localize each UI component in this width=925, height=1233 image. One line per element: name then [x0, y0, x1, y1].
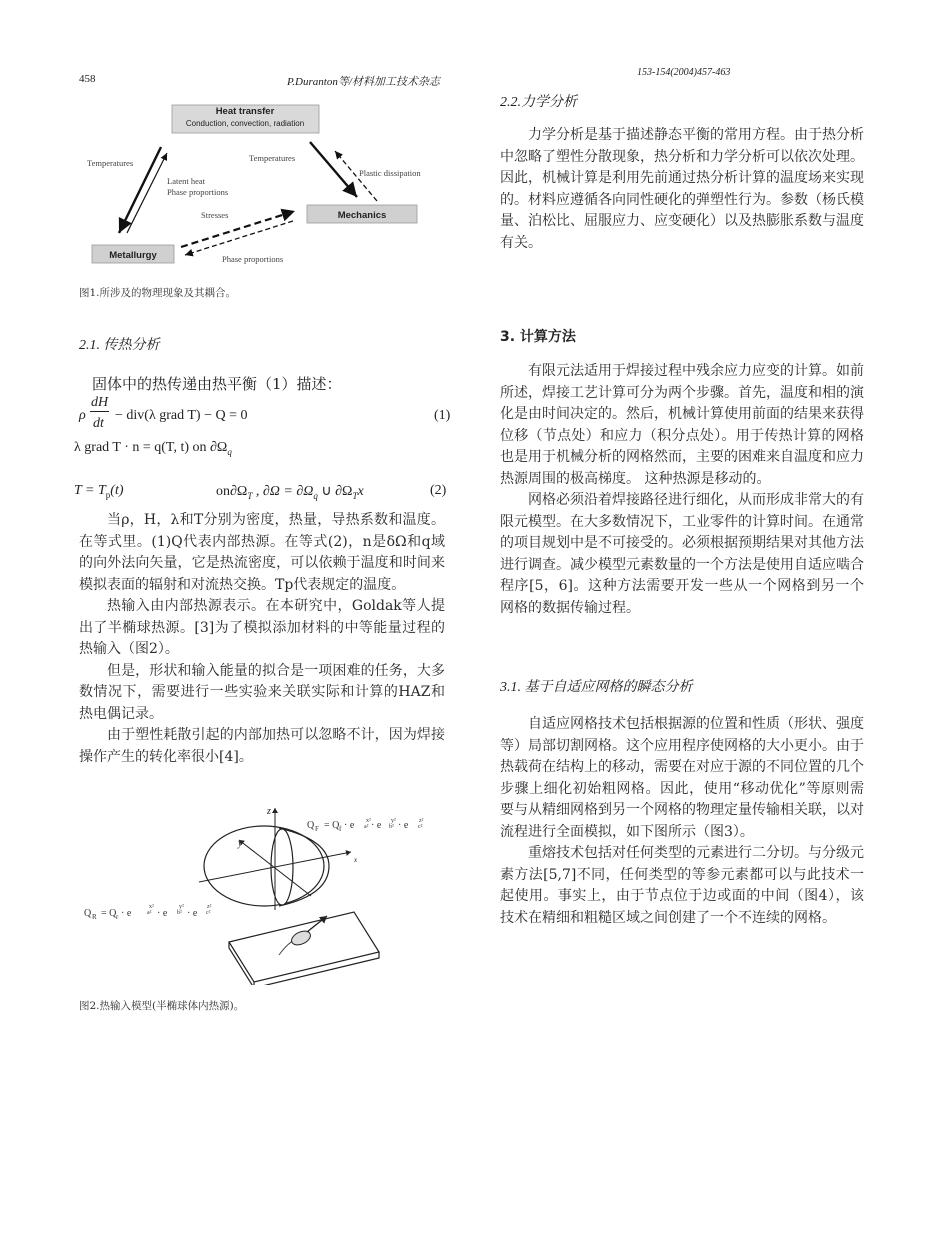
svg-text:F: F: [315, 825, 319, 833]
svg-text:· e: · e: [398, 820, 409, 831]
bc2-sub: p: [105, 489, 111, 500]
bc1-sub: q: [227, 446, 232, 457]
section-3-1-paragraph-2: 重熔技术包括对任何类型的元素进行二分切。与分级元素方法[5,7]不同，任何类型的等参元素都可以与此技术一起使用。事实上，由于节点位于边或面的中间（图4），该技术在精细和粗糙区域之间创建了一个不连续的网格。: [500, 845, 864, 926]
svg-text:a²: a²: [364, 824, 369, 830]
section-2-2-title: 2.2.力学分析: [500, 95, 577, 110]
figure-1-coupling-diagram: [79, 97, 449, 272]
svg-text:r: r: [116, 913, 119, 921]
label-plastic-dissipation: Plastic dissipation: [359, 168, 421, 178]
bc2-right-sub2: T: [352, 490, 358, 501]
workpiece-plate: [229, 912, 379, 985]
section-3-body: [500, 361, 864, 619]
svg-text:· e: · e: [121, 908, 132, 919]
bc2-left: T = T: [74, 483, 106, 498]
section-3-1-body: [500, 714, 864, 929]
arrow-metallurgy-to-mechanics: [181, 211, 295, 247]
label-temperatures-left: Temperatures: [87, 158, 134, 168]
svg-text:R: R: [92, 913, 97, 921]
label-phase-proportions-mid: Phase proportions: [167, 187, 229, 197]
svg-text:c²: c²: [206, 910, 211, 916]
svg-text:a²: a²: [147, 910, 152, 916]
label-latent-heat: Latent heat: [167, 176, 205, 186]
svg-text:x²: x²: [366, 818, 371, 824]
section-2-1-paragraph-2: 热输入由内部热源表示。在本研究中，Goldak等人提出了半椭球热源。[3]为了模拟添加材料的中等能量过程的热输入（图2）。: [79, 598, 445, 657]
svg-text:x²: x²: [149, 904, 154, 910]
section-2-1-paragraph-4: 由于塑性耗散引起的内部加热可以忽略不计，因为焊接操作产生的转化率很小[4]。: [79, 727, 445, 765]
boundary-condition-flux: [74, 440, 232, 457]
svg-text:· e: · e: [344, 820, 355, 831]
mechanics-label: Mechanics: [337, 210, 387, 221]
bc1-text: λ grad T · n = q(T, t) on ∂Ω: [74, 440, 228, 455]
bc2-mid-sub: T: [247, 490, 253, 501]
svg-text:= Q: = Q: [101, 908, 117, 919]
eq1-rest: − div(λ grad T) − Q = 0: [115, 408, 248, 423]
section-2-2-body: [500, 125, 864, 254]
svg-text:· e: · e: [157, 908, 168, 919]
section-3-paragraph-2: 网格必须沿着焊接路径进行细化，从而形成非常大的有限元模型。在大多数情况下，工业零件的计算时间。在通常的项目规划中是不可接受的。必须根据预期结果对其他方法进行调查。减少模型元素数量的一个方法是使用自适应啮合程序[5，6]。这种方法需要开发一些从一个网格到另一个网格的数据传输过程。: [500, 492, 864, 616]
section-3-title: 3. 计算方法: [500, 329, 576, 345]
heat-transfer-subtitle: Conduction, convection, radiation: [185, 119, 305, 128]
axis-y-label: y: [238, 838, 243, 849]
section-2-1-title: 2.1. 传热分析: [79, 338, 160, 353]
svg-text:z²: z²: [419, 818, 424, 824]
section-2-2-paragraph-1: 力学分析是基于描述静态平衡的常用方程。由于热分析中忽略了塑性分散现象，热分析和力学分析可以依次处理。因此，机械计算是利用先前通过热分析计算的温度场来实现的。材料应遵循各向同性硬化的弹塑性行为。参数（杨氏模量、泊松比、屈服应力、应变硬化）以及热膨胀系数与温度有关。: [500, 127, 864, 251]
bc2-mid: on∂Ω: [216, 484, 248, 499]
mechanics-box: [307, 205, 417, 223]
figure-2-caption: 图2.热输入模型(半椭球体内热源)。: [79, 1000, 245, 1012]
section-3-paragraph-1: 有限元法适用于焊接过程中残余应力应变的计算。如前所述，焊接工艺计算可分为两个步骤。首先，温度和相的演化是由时间决定的。然后，机械计算使用前面的结果来获得位移（节点处）和应力（积分点处）。用于传热计算的网格也是用于机械分析的网格然而，主要的困难来自温度和应力热源周围的极高梯度。 这种热源是移动的。: [500, 363, 864, 487]
svg-text:z²: z²: [207, 904, 212, 910]
bc2-x: x: [357, 484, 364, 499]
bc2-t: (t): [110, 483, 124, 498]
bc2-right: , ∂Ω = ∂Ω: [252, 484, 314, 499]
arrow-mechanics-to-metallurgy: [185, 221, 293, 255]
section-2-1-body: [79, 510, 445, 768]
equation-2-right: [216, 483, 364, 501]
svg-text:y²: y²: [179, 904, 184, 910]
metallurgy-label: Metallurgy: [109, 250, 157, 261]
section-3-1-title: 3.1. 基于自适应网格的瞬态分析: [500, 680, 693, 695]
bc2-right-sub1: q: [313, 490, 318, 501]
equation-2-number: (2): [430, 483, 447, 498]
bc2-union: ∪ ∂Ω: [317, 484, 353, 499]
section-2-1-paragraph-1: 当ρ，H，λ和T分别为密度，热量，导热系数和温度。在等式里。(1)Q代表内部热源。在等式(2)，n是δΩ和q域的向外法向矢量，它是热流密度，可以依赖于温度和时间来模拟表面的辐射和对流热交换。Tp代表规定的温度。: [79, 512, 445, 593]
formula-qf: [307, 818, 424, 833]
label-stresses: Stresses: [201, 210, 229, 220]
svg-text:Q: Q: [84, 908, 92, 919]
axis-x-label: x: [354, 856, 358, 864]
page-number: 458: [79, 73, 96, 85]
journal-reference: 153-154(2004)457-463: [637, 67, 731, 78]
svg-text:b²: b²: [389, 824, 394, 830]
equation-2-left: [74, 483, 124, 500]
svg-text:f: f: [339, 825, 342, 833]
section-2-1-intro: 固体中的热传递由热平衡（1）描述：: [92, 375, 342, 393]
axis-z-label: z: [267, 806, 271, 817]
label-temperatures-right: Temperatures: [249, 153, 296, 163]
eq1-denominator: dt: [93, 416, 104, 431]
svg-text:= Q: = Q: [324, 820, 340, 831]
svg-text:Q: Q: [307, 820, 315, 831]
section-3-1-paragraph-1: 自适应网格技术包括根据源的位置和性质（形状、强度等）局部切割网格。这个应用程序使网格的大小更小。由于热载荷在结构上的移动，需要在对应于源的不同位置的几个步骤上细化初始粗网格。因此，使用“移动优化”等原则需要与从精细网格到另一个网格的物理定量传输相关联，以对流程进行全面模拟，如下图所示（图3）。: [500, 716, 864, 840]
svg-text:· e: · e: [187, 908, 198, 919]
svg-text:· e: · e: [371, 820, 382, 831]
svg-text:c²: c²: [418, 824, 423, 830]
rear-ellipsoid: [204, 826, 324, 906]
eq1-numerator: dH: [91, 395, 109, 410]
equation-1: [79, 395, 451, 438]
equation-1-number: (1): [434, 408, 451, 423]
metallurgy-box: [92, 245, 174, 263]
running-title: P.Duranton等/材料加工技术杂志: [287, 76, 440, 88]
section-2-1-paragraph-3: 但是，形状和输入能量的拟合是一项困难的任务，大多数情况下，需要进行一些实验来关联实际和计算的HAZ和热电偶记录。: [79, 662, 445, 722]
svg-text:y²: y²: [391, 818, 396, 824]
formula-qr: [84, 904, 212, 921]
eq1-rho: ρ: [79, 408, 86, 423]
figure-2-heat-input-model: [79, 800, 454, 985]
heat-transfer-title: Heat transfer: [215, 106, 275, 117]
figure-1-caption: 图1.所涉及的物理现象及其耦合。: [79, 287, 237, 299]
label-phase-proportions-bottom: Phase proportions: [222, 254, 284, 264]
heat-transfer-box: [172, 105, 319, 133]
svg-text:b²: b²: [177, 910, 182, 916]
